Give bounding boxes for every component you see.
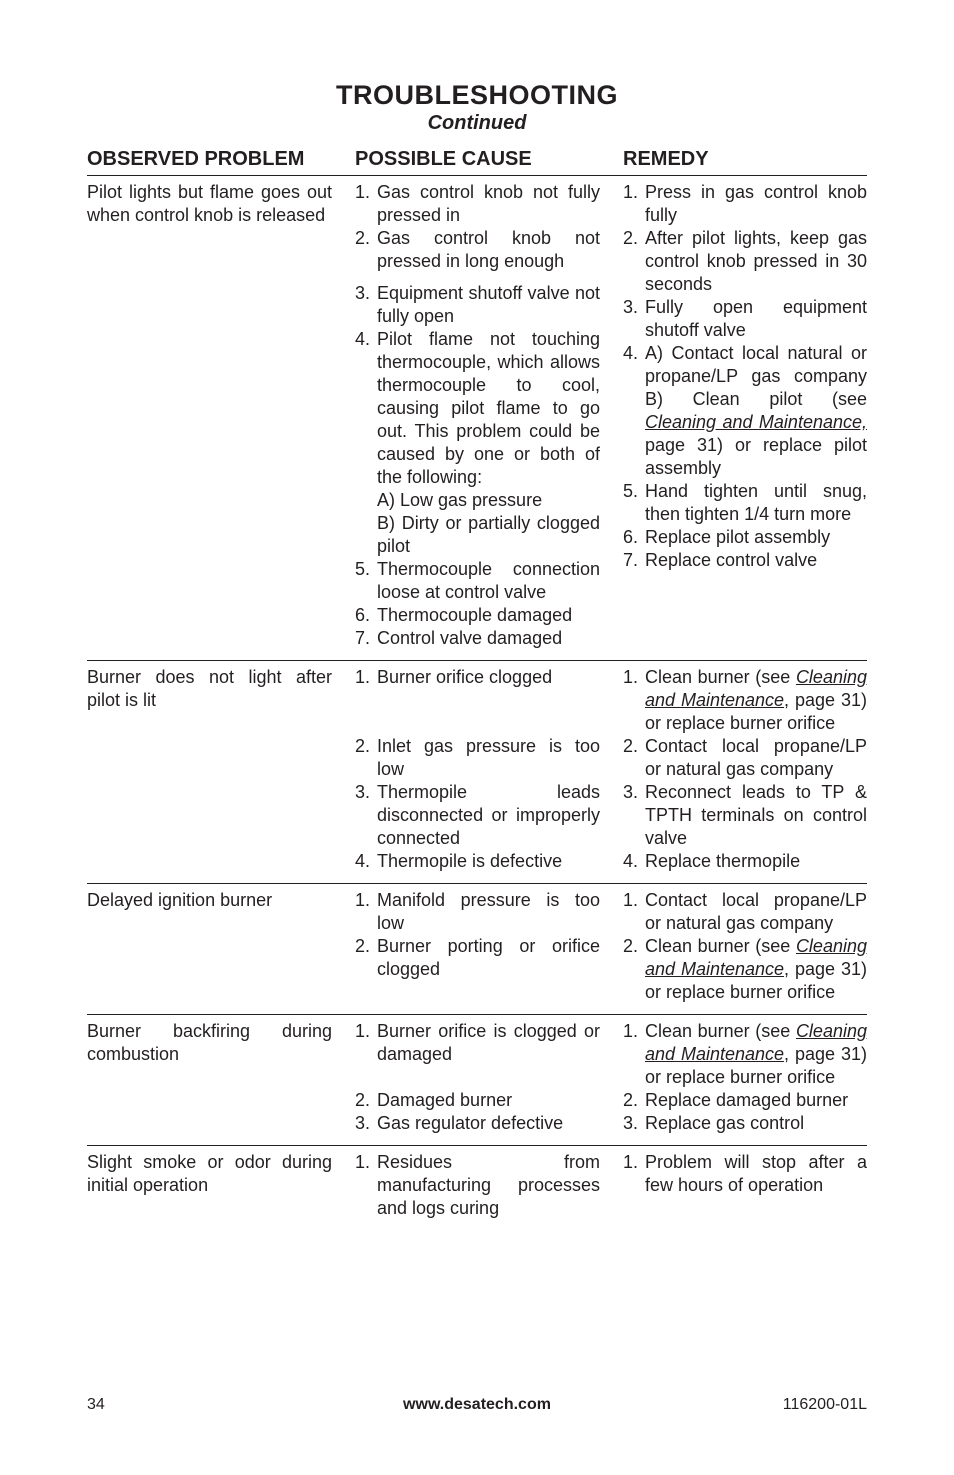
remedy-number: 6.	[623, 527, 639, 547]
remedy-text: Replace pilot assembly	[645, 527, 831, 547]
remedy-item	[623, 1020, 867, 1089]
cause-number: 2.	[355, 228, 371, 248]
remedy-text-post: , page 31) or replace burner orifice	[645, 690, 867, 733]
cause-number: 3.	[355, 782, 371, 802]
remedy-item	[623, 1089, 867, 1112]
cause-number: 3.	[355, 1113, 371, 1133]
cause-text: Thermocouple connection loose at control valve	[377, 559, 600, 602]
table-row	[87, 884, 867, 1015]
cause-text: Damaged burner	[377, 1090, 513, 1110]
remedy-item	[623, 526, 867, 549]
remedy-text: Fully open equipment shutoff valve	[645, 297, 867, 340]
remedy-number: 4.	[623, 343, 639, 363]
remedy-item	[623, 1151, 867, 1197]
header-possible-cause: POSSIBLE CAUSE	[355, 148, 532, 170]
cause-text: Gas regulator defective	[377, 1113, 564, 1133]
cause-item	[355, 558, 600, 604]
cause-number: 7.	[355, 628, 371, 648]
cause-number: 5.	[355, 559, 371, 579]
remedy-text: Hand tighten until snug, then tighten 1/4 turn more	[645, 481, 867, 524]
remedy-number: 1.	[623, 1021, 639, 1041]
remedy-item	[623, 850, 867, 873]
cause-item	[355, 1020, 600, 1066]
remedy-text-pre: Clean burner (see	[645, 936, 796, 956]
cause-text: Thermopile is defective	[377, 851, 563, 871]
observed-problem: Pilot lights but flame goes out when control knob is released	[87, 182, 332, 225]
page-number: 34	[87, 1396, 105, 1413]
cause-item	[355, 328, 600, 558]
remedy-item	[623, 549, 867, 572]
remedy-number: 3.	[623, 297, 639, 317]
cause-item	[355, 666, 600, 689]
remedy-text-post: , page 31) or replace burner orifice	[645, 959, 867, 1002]
cause-item	[355, 282, 600, 328]
remedy-item	[623, 935, 867, 1004]
remedy-text-pre: Clean burner (see	[645, 1021, 796, 1041]
remedy-list	[623, 181, 867, 650]
document-number: 116200-01L	[782, 1396, 867, 1413]
cause-item	[355, 781, 600, 850]
cause-number: 1.	[355, 667, 371, 687]
remedy-text: Problem will stop after a few hours of operation	[645, 1152, 867, 1195]
remedy-item	[623, 1112, 867, 1135]
cause-text: Gas control knob not pressed in long enough	[377, 228, 600, 271]
cause-text: Control valve damaged	[377, 628, 563, 648]
remedy-text: Press in gas control knob fully	[645, 182, 867, 225]
remedy-number: 4.	[623, 851, 639, 871]
remedy-text: Contact local propane/LP or natural gas company	[645, 736, 867, 779]
cause-text: Inlet gas pressure is too low	[377, 736, 600, 779]
remedy-item	[623, 735, 867, 781]
remedy-number: 1.	[623, 667, 639, 687]
cleaning-maintenance-link[interactable]: Cleaning and Maintenance	[645, 667, 867, 710]
cause-number: 1.	[355, 182, 371, 202]
remedy-number: 3.	[623, 782, 639, 802]
cause-item	[355, 850, 600, 873]
remedy-item	[623, 781, 867, 850]
possible-cause-list	[355, 1151, 600, 1220]
remedy-number: 3.	[623, 1113, 639, 1133]
remedy-text: After pilot lights, keep gas control knob pressed in 30 seconds	[645, 228, 867, 294]
cause-item	[355, 227, 600, 273]
remedy-number: 2.	[623, 228, 639, 248]
remedy-item	[623, 666, 867, 735]
remedy-item	[623, 227, 867, 296]
cause-number: 2.	[355, 1090, 371, 1110]
cause-item	[355, 889, 600, 935]
cause-number: 4.	[355, 329, 371, 349]
remedy-text	[645, 1020, 867, 1089]
table-row	[87, 1146, 867, 1230]
cause-number: 4.	[355, 851, 371, 871]
cause-text: Burner porting or orifice clogged	[377, 936, 600, 979]
observed-problem: Slight smoke or odor during initial operation	[87, 1152, 332, 1195]
troubleshooting-table	[87, 176, 867, 1230]
remedy-item	[623, 342, 867, 480]
page-subtitle: Continued	[427, 112, 527, 134]
cause-item	[355, 735, 600, 781]
remedy-text-pre: A) Contact local natural or propane/LP gas company B) Clean pilot (see	[645, 343, 867, 409]
remedy-number: 1.	[623, 182, 639, 202]
cleaning-maintenance-link[interactable]: Cleaning and Maintenance	[645, 936, 867, 979]
remedy-text-post: page 31) or replace pilot assembly	[645, 435, 867, 478]
cause-text: Equipment shutoff valve not fully open	[377, 283, 600, 326]
cause-item	[355, 1112, 600, 1135]
cause-item	[355, 935, 600, 981]
cause-text: Thermocouple damaged	[377, 605, 573, 625]
remedy-text: Replace thermopile	[645, 851, 801, 871]
website-url: www.desatech.com	[403, 1396, 551, 1413]
cause-item	[355, 627, 600, 650]
remedy-number: 1.	[623, 890, 639, 910]
cause-item	[355, 181, 600, 227]
cause-number: 2.	[355, 736, 371, 756]
cause-text: Burner orifice is clogged or damaged	[377, 1021, 600, 1064]
remedy-list	[623, 1020, 867, 1135]
header-observed-problem: OBSERVED PROBLEM	[87, 148, 305, 170]
possible-cause-list	[355, 181, 600, 650]
possible-cause-list	[355, 666, 600, 873]
cause-text: Manifold pressure is too low	[377, 890, 600, 933]
remedy-number: 7.	[623, 550, 639, 570]
remedy-text	[645, 935, 867, 1004]
remedy-text	[645, 342, 867, 480]
cause-number: 1.	[355, 1021, 371, 1041]
remedy-item	[623, 181, 867, 227]
observed-problem: Delayed ignition burner	[87, 890, 273, 910]
cause-number: 1.	[355, 890, 371, 910]
remedy-text: Replace gas control	[645, 1113, 805, 1133]
cause-text: Gas control knob not fully pressed in	[377, 182, 600, 225]
remedy-item	[623, 296, 867, 342]
possible-cause-list	[355, 1020, 600, 1135]
cause-text: Pilot flame not touching thermocouple, which allows thermocouple to cool, causing pilot flame to go out. This problem could be caused by one or both of the following: A) Low gas pressure B) Dirty or partially clogged pilot	[377, 329, 600, 556]
remedy-number: 1.	[623, 1152, 639, 1172]
remedy-text	[645, 666, 867, 735]
cause-item	[355, 1089, 600, 1112]
cause-text: Burner orifice clogged	[377, 667, 553, 687]
observed-problem: Burner backfiring during combustion	[87, 1021, 332, 1064]
cause-number: 1.	[355, 1152, 371, 1172]
table-row	[87, 661, 867, 884]
remedy-text: Replace damaged burner	[645, 1090, 849, 1110]
cause-number: 2.	[355, 936, 371, 956]
table-row	[87, 176, 867, 661]
remedy-list	[623, 666, 867, 873]
cause-item	[355, 1151, 600, 1220]
remedy-item	[623, 480, 867, 526]
cause-number: 6.	[355, 605, 371, 625]
remedy-text-pre: Clean burner (see	[645, 667, 796, 687]
remedy-list	[623, 1151, 867, 1220]
remedy-text-post: , page 31) or replace burner orifice	[645, 1044, 867, 1087]
cleaning-maintenance-link[interactable]: Cleaning and Maintenance,	[645, 412, 867, 432]
remedy-text: Replace control valve	[645, 550, 818, 570]
remedy-text: Contact local propane/LP or natural gas company	[645, 890, 867, 933]
cause-item	[355, 604, 600, 627]
remedy-number: 5.	[623, 481, 639, 501]
remedy-text: Reconnect leads to TP & TPTH terminals on control valve	[645, 782, 867, 848]
table-header	[87, 146, 867, 176]
remedy-number: 2.	[623, 1090, 639, 1110]
table-row	[87, 1015, 867, 1146]
page-title: TROUBLESHOOTING	[336, 80, 618, 110]
remedy-item	[623, 889, 867, 935]
header-remedy: REMEDY	[623, 148, 709, 170]
remedy-number: 2.	[623, 736, 639, 756]
cause-number: 3.	[355, 283, 371, 303]
observed-problem: Burner does not light after pilot is lit	[87, 667, 332, 710]
possible-cause-list	[355, 889, 600, 1004]
cause-text: Thermopile leads disconnected or improperly connected	[377, 782, 600, 848]
remedy-list	[623, 889, 867, 1004]
cleaning-maintenance-link[interactable]: Cleaning and Maintenance	[645, 1021, 867, 1064]
cause-text: Residues from manufacturing processes and logs curing	[377, 1152, 600, 1218]
remedy-number: 2.	[623, 936, 639, 956]
